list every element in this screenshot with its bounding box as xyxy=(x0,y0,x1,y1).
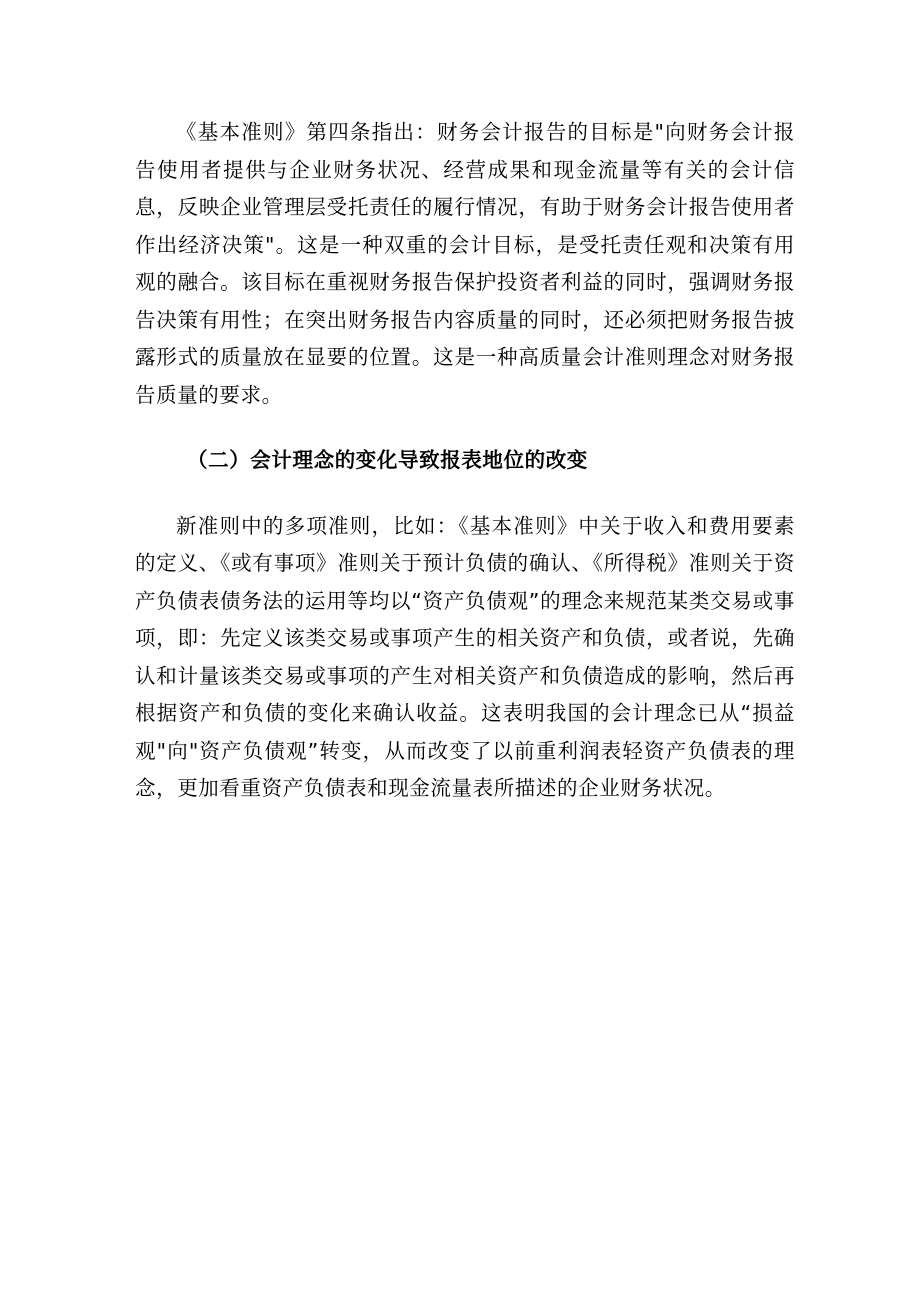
paragraph-spacer xyxy=(135,414,795,442)
document-body xyxy=(135,114,795,808)
paragraph-concept-change: 新准则中的多项准则，比如：《基本准则》中关于收入和费用要素的定义、《或有事项》准则关于预计负债的确认、《所得税》准则关于资产负债表债务法的运用等均以“资产负债观”的理念来规范某类交易或事项，即：先定义该类交易或事项产生的相关资产和负债，或者说，先确认和计量该类交易或事项的产生对相关资产和负债造成的影响，然后再根据资产和负债的变化来确认收益。这表明我国的会计理念已从“损益观"向"资产负债观”转变，从而改变了以前重利润表轻资产负债表的理念，更加看重资产负债表和现金流量表所描述的企业财务状况。 xyxy=(135,513,795,800)
paragraph-objectives: 《基本准则》第四条指出：财务会计报告的目标是"向财务会计报告使用者提供与企业财务状况、经营成果和现金流量等有关的会计信息，反映企业管理层受托责任的履行情况，有助于财务会计报告使用者作出经济决策"。这是一种双重的会计目标，是受托责任观和决策有用观的融合。该目标在重视财务报告保护投资者利益的同时，强调财务报告决策有用性；在突出财务报告内容质量的同时，还必须把财务报告披露形式的质量放在显要的位置。这是一种高质量会计准则理念对财务报告质量的要求。 xyxy=(135,120,795,407)
paragraph-spacer xyxy=(135,480,795,508)
section-heading: （二）会计理念的变化导致报表地位的改变 xyxy=(187,448,588,472)
